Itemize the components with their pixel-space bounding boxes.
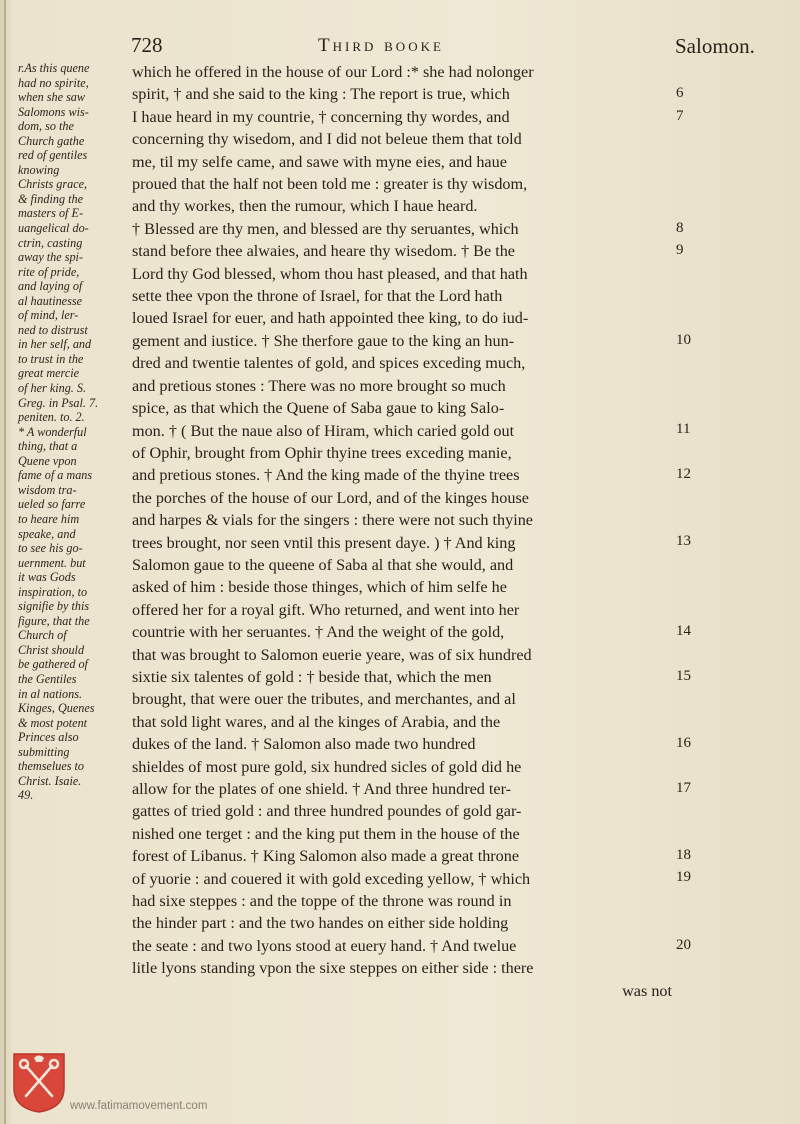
- margin-note-line: figure, that the: [18, 613, 90, 628]
- text-line: asked of him : beside those thinges, which of him selfe he: [132, 578, 507, 597]
- text-line: allow for the plates of one shield. † And three hundred ter-: [132, 780, 512, 798]
- text-line: spice, as that which the Quene of Saba gaue to king Salo-: [132, 399, 505, 418]
- text-line: countrie with her seruantes. † And the weight of the gold,: [132, 623, 505, 642]
- verse-number: 11: [676, 421, 691, 438]
- text-line: nished one terget : and the king put them in the house of the: [132, 824, 520, 843]
- margin-note-line: in al nations.: [18, 686, 82, 701]
- margin-note-line: Christ. Isaie.: [18, 773, 82, 788]
- margin-note-line: speake, and: [18, 526, 76, 541]
- text-line: gement and iustice. † She therfore gaue to the king an hun-: [132, 331, 515, 350]
- text-line: sixtie six talentes of gold : † beside that, which the men: [132, 667, 492, 686]
- margin-note-line: 49.: [18, 788, 34, 803]
- text-line: and harpes & vials for the singers : there were not such thyine: [132, 511, 533, 530]
- text-line: forest of Libanus. † King Salomon also made a great throne: [132, 847, 520, 866]
- text-line: mon. † ( But the naue also of Hiram, which caried gold out: [132, 421, 515, 440]
- margin-note-line: red of gentiles: [18, 148, 88, 163]
- text-line: proued that the half not been told me : greater is thy wisdom,: [132, 175, 528, 194]
- margin-note-line: uangelical do-: [18, 221, 89, 236]
- margin-note-line: to trust in the: [18, 351, 84, 366]
- margin-note-line: Salomons wis-: [18, 104, 89, 119]
- verse-number: 13: [676, 533, 691, 550]
- margin-note-line: and laying of: [18, 279, 83, 294]
- verse-number: 12: [676, 466, 691, 483]
- papal-seal-icon: [12, 1052, 66, 1114]
- margin-note-line: uernment. but: [18, 555, 86, 570]
- margin-note-line: * A wonderful: [18, 424, 87, 439]
- margin-note-line: be gathered of: [18, 657, 88, 672]
- margin-note-line: submitting: [18, 744, 70, 759]
- main-text-column: [132, 61, 672, 1002]
- text-line: stand before thee alwaies, and heare thy wisedom. † Be the: [132, 242, 515, 261]
- margin-note-line: thing, that a: [18, 439, 78, 454]
- text-line: I haue heard in my countrie, † concerning thy wordes, and: [132, 107, 510, 126]
- text-line: that sold light wares, and al the kinges of Arabia, and the: [132, 712, 501, 731]
- margin-note-line: peniten. to. 2.: [18, 410, 85, 425]
- text-line: the porches of the house of our Lord, and of the kinges house: [132, 488, 529, 507]
- margin-note-line: r.As this quene: [18, 61, 90, 75]
- margin-note-line: ctrin, casting: [18, 235, 83, 250]
- text-line: that was brought to Salomon euerie yeare, was of six hundred: [132, 645, 532, 664]
- margin-note-line: wisdom tra-: [18, 482, 77, 497]
- text-line: brought, that were ouer the tributes, and merchantes, and al: [132, 690, 516, 709]
- margin-note-line: the Gentiles: [18, 671, 77, 686]
- margin-note-line: Christs grace,: [18, 177, 88, 192]
- margin-note-line: to heare him: [18, 511, 80, 526]
- text-line: was not: [622, 981, 672, 1000]
- text-line: the seate : and two lyons stood at euery hand. † And twelue: [132, 936, 517, 955]
- text-line: gattes of tried gold : and three hundred poundes of gold gar-: [132, 802, 522, 821]
- margin-annotation: [18, 61, 134, 803]
- margin-note-line: & most potent: [18, 715, 88, 730]
- margin-note-line: in her self, and: [18, 337, 92, 352]
- verse-number: 15: [676, 667, 691, 684]
- text-line: me, til my selfe came, and sawe with myne eies, and haue: [132, 152, 507, 171]
- margin-note-line: inspiration, to: [18, 584, 88, 599]
- text-line: litle lyons standing vpon the sixe steppes on either side : there: [132, 959, 534, 978]
- text-line: and pretious stones : There was no more brought so much: [132, 376, 506, 395]
- margin-note-line: to see his go-: [18, 541, 83, 556]
- margin-note-line: rite of pride,: [18, 264, 80, 279]
- verse-number: 20: [676, 936, 691, 953]
- margin-note-line: themselues to: [18, 759, 85, 774]
- text-line: Lord thy God blessed, whom thou hast pleased, and that hath: [132, 264, 528, 283]
- text-line: and thy workes, then the rumour, which I haue heard.: [132, 197, 478, 216]
- margin-note-line: & finding the: [18, 191, 83, 206]
- running-title: Third booke: [318, 35, 444, 56]
- margin-note-line: ueled so farre: [18, 497, 86, 512]
- verse-number: 9: [676, 242, 684, 259]
- text-line: concerning thy wisedom, and I did not beleue them that told: [132, 130, 522, 149]
- running-header: [0, 33, 800, 63]
- text-line: of Ophir, brought from Ophir thyine trees exceding manie,: [132, 443, 512, 462]
- margin-note-line: when she saw: [18, 90, 86, 105]
- text-line: sette thee vpon the throne of Israel, for that the Lord hath: [132, 287, 503, 306]
- text-line: offered her for a royal gift. Who returned, and went into her: [132, 600, 520, 619]
- margin-note-line: masters of E-: [18, 206, 83, 221]
- text-line: † Blessed are thy men, and blessed are thy seruantes, which: [132, 219, 519, 238]
- verse-number: 8: [676, 219, 684, 236]
- running-subject: Salomon.: [675, 34, 755, 58]
- margin-note-line: Christ should: [18, 642, 85, 657]
- text-line: trees brought, nor seen vntil this present daye. ) † And king: [132, 533, 516, 552]
- margin-note-line: of mind, ler-: [18, 308, 79, 323]
- margin-note-line: of her king. S.: [18, 381, 87, 396]
- page-gutter: [4, 0, 6, 1124]
- margin-note-line: knowing: [18, 162, 60, 177]
- margin-note-line: it was Gods: [18, 570, 76, 585]
- margin-note-line: had no spirite,: [18, 75, 89, 90]
- margin-note-line: signifie by this: [18, 599, 90, 614]
- verse-number: 14: [676, 623, 691, 639]
- margin-note-line: Princes also: [18, 730, 79, 745]
- verse-number: 18: [676, 847, 691, 863]
- verse-number: 17: [676, 779, 691, 796]
- verse-number: 7: [676, 107, 684, 124]
- text-line: dred and twentie talentes of gold, and spices exceding much,: [132, 354, 526, 373]
- text-line: dukes of the land. † Salomon also made two hundred: [132, 735, 476, 754]
- verse-number: 10: [676, 331, 691, 348]
- text-line: shieldes of most pure gold, six hundred sicles of gold did he: [132, 757, 522, 776]
- margin-note-line: Church gathe: [18, 133, 85, 148]
- margin-note-line: Church of: [18, 628, 67, 643]
- margin-note-line: dom, so the: [18, 119, 74, 134]
- text-line: of yuorie : and couered it with gold exceding yellow, † which: [132, 869, 531, 888]
- verse-number: 19: [676, 869, 691, 886]
- watermark-url: www.fatimamovement.com: [70, 1100, 208, 1112]
- text-line: which he offered in the house of our Lord :* she had nolonger: [132, 63, 534, 81]
- margin-note-line: great mercie: [18, 366, 80, 381]
- margin-note-line: al hautinesse: [18, 293, 82, 308]
- verse-number: 6: [676, 85, 684, 102]
- text-line: spirit, † and she said to the king : The report is true, which: [132, 85, 510, 104]
- text-line: the hinder part : and the two handes on either side holding: [132, 914, 509, 933]
- margin-note-line: Kinges, Quenes: [18, 701, 95, 716]
- page-number: 728: [131, 33, 163, 57]
- verse-number: 16: [676, 735, 691, 751]
- text-line: had sixe steppes : and the toppe of the throne was round in: [132, 892, 512, 911]
- margin-note-line: fame of a mans: [18, 468, 93, 483]
- margin-note-line: Quene vpon: [18, 453, 77, 468]
- text-line: and pretious stones. † And the king made of the thyine trees: [132, 466, 520, 485]
- margin-note-line: away the spi-: [18, 250, 83, 265]
- text-line: Salomon gaue to the queene of Saba al that she would, and: [132, 555, 514, 574]
- margin-note-line: Greg. in Psal. 7.: [18, 395, 99, 410]
- text-line: loued Israel for euer, and hath appointed thee king, to do iud-: [132, 309, 529, 328]
- margin-note-line: ned to distrust: [18, 322, 88, 337]
